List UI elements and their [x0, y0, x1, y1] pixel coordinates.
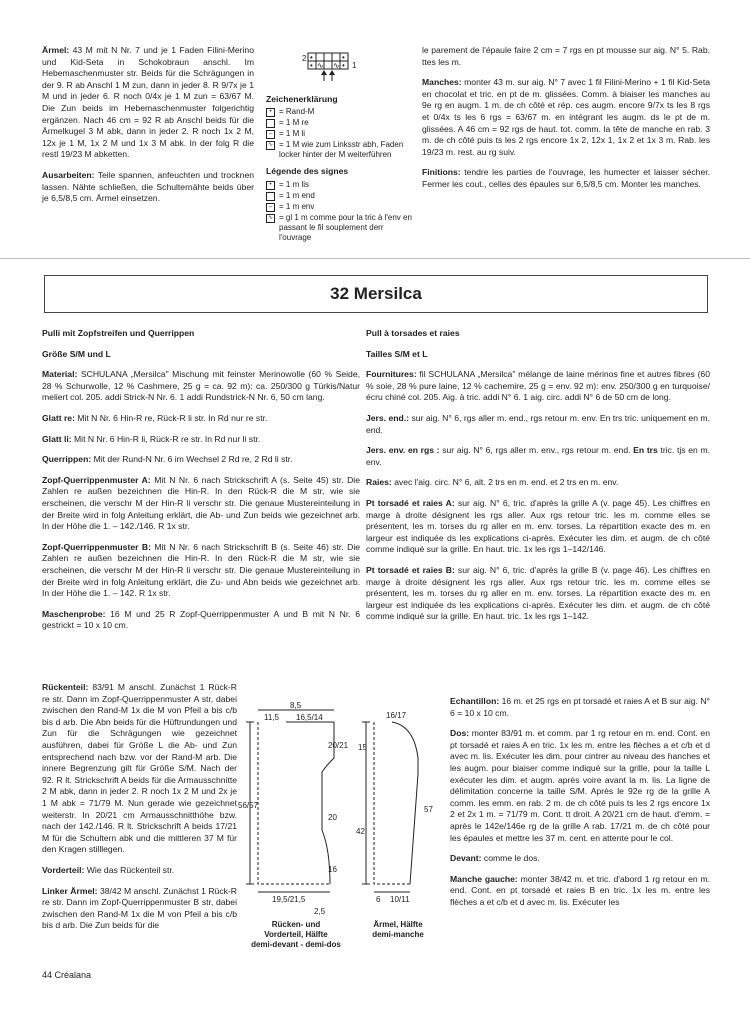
svg-text:•: • — [342, 61, 345, 70]
rueckenteil-paragraph: Rückenteil: 83/91 M anschl. Zunächst 1 Rück-R re str. Dann im Zopf-Querrippenmuster A str, dabei zwischen den Rand-M 1x die M von Pfeil a bis c/b bis d arb. Die Abn beids für die Hüftrundungen und Zun für die Schrägungen wie gezeichnet ausführen, dabei für Größe L die Ab- und Zun entsprechend nach bzw. vor der Rand-M arb. Die innere Begrenzung gilt für Größe S/M. Nach der 92. R lt. Strickschrift A beids für die Armausschnitte 2 M abk, dann in jeder 2. R noch 1x 2 M und 2x je 1 M abk = 71/79 M. Nun gerade wie gezeichnet weiterstr. In 20/21 cm Armausschnitthöhe bzw. nach der 142./146. R lt. Strickschrift A beids 17/21 M für die Schultern abk und die mittleren 37 M für den Kragen stilllegen. — [42, 682, 237, 855]
linker-aermel-paragraph: Linker Ärmel: 38/42 M anschl. Zunächst 1 Rück-R re str. Dann im Zopf-Querrippenmuster B str, dabei zwischen den Rand-M 1x die M von Pfeil a bis c/b bis d arb. Die Zun beids für die — [42, 885, 237, 931]
slip-stitch-icon — [266, 141, 275, 150]
top-middle-column — [266, 48, 414, 244]
echantillon-paragraph: Echantillon: 16 m. et 25 rgs en pt torsadé et raies A et B sur aig. N° 6 = 10 x 10 cm. — [450, 696, 710, 718]
fournitures-paragraph: Fournitures: fil SCHULANA „Mersilca" mélange de laine mérinos fine et autres fibres (60 % soie, 28 % pure laine, 12 % cachemire, 25 g = env. 92 m): env. 250/300 g en turquoise/écru chiné col. 205. Aig. à tric. addi N° 6. 1 aig. circ. addi N° 6 de 50 cm de long. — [366, 369, 710, 403]
manche-gauche-paragraph: Manche gauche: monter 38/42 m. et tric. d'abord 1 rg retour en m. end. Cont. en pt torsadé et raies B en tric. 1x les m. entre les flèches a et c/b et d avec m. lis. Exécuter les — [450, 873, 710, 907]
zopf-a-paragraph: Zopf-Querrippenmuster A: Mit N Nr. 6 nach Strickschrift A (s. Seite 45) str. Die Zahlen re außen bezeichnen die Hin-R. In den Rück-R die M str, wie sie erscheinen, die verschr M der Hin-R li verschr str. Die genaue Mustereinteilung in der Breite wird in folg Anleitung erklärt, die Ab- und Zun beids wie gezeichnet arb. In der Höhe die 1. – 142./146. R 1x str. — [42, 474, 360, 532]
devant-paragraph: Devant: comme le dos. — [450, 853, 540, 864]
sleeve-schematic-caption: Ärmel, Hälfte demi-manche — [372, 920, 424, 939]
legend-fr-item: • = 1 m lis — [266, 180, 414, 190]
glatt-re-paragraph: Glatt re: Mit N Nr. 6 Hin-R re, Rück-R li str. In Rd nur re str. — [42, 412, 268, 423]
dim-top-width: 8,5 — [290, 701, 302, 710]
dim-sleeve-top: 16/17 — [386, 711, 407, 720]
purl-stitch-icon — [266, 130, 275, 139]
dim-sleeve-total: 57 — [424, 805, 433, 814]
pattern-heading: Pulli mit Zopfstreifen und Querrippen — [42, 328, 195, 338]
dim-total-height: 56/57 — [238, 801, 259, 810]
pattern-heading-fr: Pull à torsades et raies — [366, 328, 460, 338]
chart-row-right: 1 — [352, 61, 357, 70]
dim-top-part: 11,5 — [264, 713, 279, 722]
sizes-line: Größe S/M und L — [42, 348, 111, 359]
dim-sleeve-length: 42 — [356, 827, 365, 836]
top-right-column — [422, 45, 710, 200]
legend-fr-title: Légende des signes — [266, 166, 349, 177]
sleeve-schematic — [352, 700, 448, 918]
pt-torsade-b-paragraph: Pt torsadé et raies B: sur aig. N° 6, tric. d'après la grille B (v. page 46). Les chiffres en marge à droite désignent les rgs aller. Aux rgs retour tric. les m. comme elles se présentent, les m. torses du rg aller en m. env. torses. La répartition exacte des m. en largeur est indiquée ds les explications ci-après. Exécuter les dim. et augm. de ch côté comme indiqué sur la grille. En haut. tric. 1x les rgs 1–142. — [366, 564, 711, 622]
ausarbeiten-paragraph: Ausarbeiten: Teile spannen, anfeuchten und trocknen lassen. Nähte schließen, die Schulternähte beids über je 6,5/8,5 cm. Ärmel einsetzen. — [42, 169, 254, 204]
legend-de-item: ∿ = 1 M wie zum Linksstr abh, Faden locker hinter der M weiterführen — [266, 140, 414, 160]
legend-de-title: Zeichenerklärung — [266, 93, 338, 104]
vorderteil-paragraph: Vorderteil: Wie das Rückenteil str. — [42, 864, 175, 875]
chart-row-left: 2 — [302, 54, 307, 63]
pattern-title: 32 Mersilca — [44, 275, 708, 313]
finitions-paragraph: Finitions: tendre les parties de l'ouvrage, les humecter et laisser sécher. Fermer les cout., celles des épaules sur 6,5/8,5 cm. Monter les manches. — [422, 167, 711, 189]
zopf-b-paragraph: Zopf-Querrippenmuster B: Mit N Nr. 6 nach Strickschrift B (s. Seite 46) str. Die Zahlen re außen bezeichnen die Hin-R. In den Rück-R die M str, wie sie erscheinen, die verschr M der Hin-R li verschr str. Die genaue Mustereinteilung in der Breite wird in folg Anleitung erklärt, die Zu- und Abn beids wie gezeichnet arb. In der Höhe die 1. – 142. R 1x str. — [42, 541, 361, 599]
querrippen-paragraph: Querrippen: Mit der Rund-N Nr. 6 im Wechsel 2 Rd re, 2 Rd li str. — [42, 454, 293, 465]
page-footer: 44 Créalana — [42, 970, 92, 980]
edge-stitch-icon — [266, 108, 275, 117]
dim-sleeve-cap: 15 — [358, 743, 367, 752]
svg-text:•: • — [342, 53, 345, 62]
german-instructions-narrow — [42, 682, 237, 941]
dim-armhole: 20/21 — [328, 741, 349, 750]
body-schematic — [238, 700, 350, 918]
legend-de-item: – = 1 M li — [266, 129, 414, 139]
dim-sleeve-bottom: 10/11 — [390, 895, 410, 904]
top-left-column — [42, 45, 254, 214]
dim-bottom-width: 19,5/21,5 — [272, 895, 306, 904]
armel-paragraph: Ärmel: 43 M mit N Nr. 7 und je 1 Faden Filini-Merino und Kid-Seta in Schokobraun anschl. Im Hebemaschenmuster str. Beids für die Schrägungen in der 9. R ab Anschl 1 M zun, dann in jeder 8. R 9/7x je 1 M und in jeder 6. R noch 0/4x je 1 M zun = 63/67 M. Die Zun beids im Hebemaschenmuster folgerichtig ergänzen. Nach 46 cm = 92 R ab Anschl beids für die Ärmelkugel 3 M abk, dann in jeder 2. R noch 1x 2 M, 12x je 1 M, 1x 2 M und 1x 3 M abk. In der folg R die restl 19/23 M abketten. — [42, 45, 254, 160]
dim-bottom-offset: 2,5 — [314, 907, 326, 916]
svg-text:•: • — [310, 61, 313, 70]
manches-paragraph: Manches: monter 43 m. sur aig. N° 7 avec 1 fil Filini-Merino + 1 fil Kid-Seta en chocolat et tric. en pt de m. glissées. Comm. à biaiser les manches au 9e rg en augm. 1 m. de ch côté et rép. ces augm. encore 9/7x ts les 8 rgs et 0/4x ts les 6 rgs = 63/67 m. en intégrant les augm. ds le pt de m. glissées. A 46 cm = 92 rgs de haut. tot. comm. la tête de manche en rab. 3 m. de ch côté puis ts les 2 rgs encore 1x 2, 12x 1, 1x 2 et 1x 3 m. Rab. les 19/23 m. rest. au rg suiv. — [422, 77, 710, 157]
svg-text:•: • — [310, 53, 313, 62]
pt-torsade-a-paragraph: Pt torsadé et raies A: sur aig. N° 6, tric. d'après la grille A (v. page 45). Les chiffres en marge à droite désignent les rgs aller. Aux rgs retour tric. les m. comme elles se présentent, les m. torses du rg aller en m. env. torses. La répartition exacte des m. en largeur est indiquée ds les explications ci-après. Exécuter les dim. et augm. de ch côté comme indiqué sur la grille. En haut. tric. 1x les rgs 1–142/146. — [366, 497, 711, 555]
svg-text:∿: ∿ — [333, 61, 340, 70]
legend-fr-item: – = 1 m env — [266, 202, 414, 212]
dim-sleeve-bottom: 6 — [376, 895, 381, 904]
raies-paragraph: Raies: avec l'aig. circ. N° 6, alt. 2 trs en m. end. et 2 trs en m. env. — [366, 477, 619, 488]
body-schematic-caption: Rücken- und Vorderteil, Hälfte demi-devant - demi-dos — [251, 920, 341, 949]
dim-top-part: 16,5/14 — [296, 713, 323, 722]
section-divider — [0, 258, 750, 259]
purl-stitch-icon — [266, 203, 275, 212]
french-instructions-column — [366, 328, 710, 632]
jers-env-paragraph: Jers. env. en rgs : sur aig. N° 6, rgs aller m. env., rgs retour m. end. En trs tric. tjs en m. env. — [366, 445, 711, 467]
dim-mid: 20 — [328, 813, 337, 822]
dim-hip: 16 — [328, 865, 337, 874]
knit-stitch-icon — [266, 119, 275, 128]
legend-de-item: = 1 M re — [266, 118, 414, 128]
dos-paragraph: Dos: monter 83/91 m. et comm. par 1 rg retour en m. end. Cont. en pt torsadé et raies A en tric. 1x les m. entre les flèches a et c/b et d avec m. lis. Exécuter les dim. pour cintrer au niveau des hanches et les augm. pour biaiser comme indiqué sur la grille, pour la taille L exécuter les dim. et augm. après voire avant la m. lis. La ligne de délimitation concerne la taille S/M. Après le 92e rg de la grille A comm. les emm. en rab. 2 m. de ch côté puis ts les 2 rgs encore 1x 2 et 2x 1 m. = 71/79 m. Cont. tt droit. A 20/21 cm de haut. d'emm. = après le 142e/146e rg de la grille A rab. 17/21 m. de ch côté pour les épaules et mettre les 37 m. cent. en attente pour le col. — [450, 728, 710, 843]
legend-fr-item: = 1 m end — [266, 191, 414, 201]
german-instructions-column — [42, 328, 360, 641]
legend-de-item: • = Rand-M — [266, 107, 414, 117]
edge-stitch-icon — [266, 181, 275, 190]
jers-end-paragraph: Jers. end.: sur aig. N° 6, rgs aller m. end., rgs retour m. env. En trs tric. uniquement en m. end. — [366, 412, 710, 435]
material-paragraph: Material: SCHULANA „Mersilca" Mischung mit feinster Merinowolle (60 % Seide, 28 % Schurwolle, 12 % Cashmere, 25 g = ca. 92 m): ca. 250/300 g Türkis/Natur meliert col. 205. addi Strick-N Nr. 6. 1 addi Rundstrick-N Nr. 6, 50 cm lang. — [42, 369, 360, 403]
glatt-li-paragraph: Glatt li: Mit N Nr. 6 Hin-R li, Rück-R re str. In Rd nur li str. — [42, 433, 261, 444]
stitch-chart — [266, 48, 376, 84]
french-instructions-narrow — [450, 696, 710, 918]
knit-stitch-icon — [266, 192, 275, 201]
svg-text:∿: ∿ — [317, 61, 324, 70]
slip-stitch-icon — [266, 214, 275, 223]
maschenprobe-paragraph: Maschenprobe: 16 M und 25 R Zopf-Querrippenmuster A und B mit N Nr. 6 gestrickt = 10 x 10 cm. — [42, 608, 360, 631]
sizes-line-fr: Tailles S/M et L — [366, 348, 428, 359]
epaule-paragraph: le parement de l'épaule faire 2 cm = 7 rgs en pt mousse sur aig. N° 5. Rab. ttes les m. — [422, 45, 710, 67]
legend-fr-item: ∿ = gl 1 m comme pour la tric à l'env en passant le fil souplement derr l'ouvrage — [266, 213, 414, 243]
chart-grid — [308, 53, 348, 81]
